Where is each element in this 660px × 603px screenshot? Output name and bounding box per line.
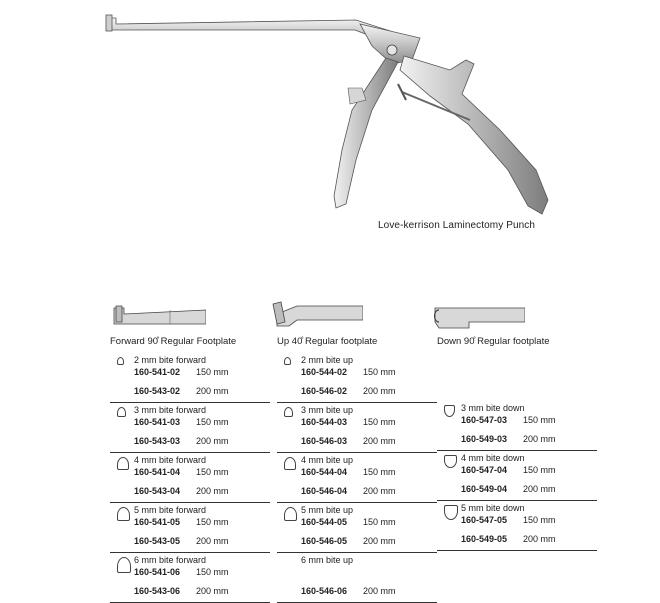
item-code: 160-544-05 <box>301 517 348 527</box>
item-length: 200 mm <box>196 386 229 396</box>
down-items <box>437 401 597 551</box>
item-desc: 4 mm bite up <box>301 455 354 465</box>
item-length: 200 mm <box>196 486 229 496</box>
item-desc: 5 mm bite up <box>301 505 354 515</box>
bite-size-icon <box>444 455 457 468</box>
item-desc: 5 mm bite forward <box>134 505 207 515</box>
item-length: 200 mm <box>363 386 396 396</box>
item-length: 150 mm <box>523 415 556 425</box>
item-length: 150 mm <box>196 517 229 527</box>
bite-size-icon <box>117 507 130 521</box>
item-code: 160-543-02 <box>134 386 181 396</box>
column-header: Down 90̊ Regular footplate <box>437 336 550 347</box>
list-item <box>277 403 437 453</box>
bite-size-icon <box>284 407 293 417</box>
item-length: 150 mm <box>523 465 556 475</box>
item-desc: 4 mm bite forward <box>134 455 207 465</box>
bite-size-icon <box>117 357 124 365</box>
column-header: Forward 90̊ Regular Footplate <box>110 336 237 347</box>
item-length: 150 mm <box>196 467 229 477</box>
item-code: 160-541-06 <box>134 567 181 577</box>
column-header: Up 40̊ Regular footplate <box>277 336 378 347</box>
item-code: 160-543-06 <box>134 586 181 596</box>
list-item <box>277 503 437 553</box>
bite-size-icon <box>117 557 131 573</box>
item-length: 150 mm <box>196 417 229 427</box>
item-length: 150 mm <box>363 517 396 527</box>
item-code: 160-546-04 <box>301 486 348 496</box>
item-code: 160-549-03 <box>461 434 508 444</box>
item-length: 150 mm <box>363 417 396 427</box>
item-code: 160-541-04 <box>134 467 181 477</box>
item-length: 150 mm <box>363 367 396 377</box>
item-length: 200 mm <box>363 536 396 546</box>
item-length: 200 mm <box>196 536 229 546</box>
item-code: 160-546-06 <box>301 586 348 596</box>
down-tip-illustration <box>429 298 525 330</box>
bite-size-icon <box>284 357 291 365</box>
bite-size-icon <box>284 507 297 521</box>
item-code: 160-546-02 <box>301 386 348 396</box>
list-item <box>437 401 597 451</box>
item-desc: 6 mm bite forward <box>134 555 207 565</box>
bite-size-icon <box>284 457 296 470</box>
item-code: 160-541-02 <box>134 367 181 377</box>
list-item <box>110 503 270 553</box>
bite-size-icon <box>444 405 455 417</box>
item-code: 160-541-05 <box>134 517 181 527</box>
item-code: 160-546-03 <box>301 436 348 446</box>
item-desc: 2 mm bite forward <box>134 355 207 365</box>
item-length: 200 mm <box>523 484 556 494</box>
list-item <box>110 453 270 503</box>
item-desc: 3 mm bite up <box>301 405 354 415</box>
list-item <box>277 453 437 503</box>
list-item <box>110 353 270 403</box>
item-length: 200 mm <box>196 586 229 596</box>
item-length: 150 mm <box>523 515 556 525</box>
list-item <box>437 501 597 551</box>
item-desc: 3 mm bite forward <box>134 405 207 415</box>
item-code: 160-547-04 <box>461 465 508 475</box>
item-code: 160-543-04 <box>134 486 181 496</box>
item-length: 200 mm <box>523 434 556 444</box>
list-item <box>110 403 270 453</box>
item-code: 160-547-05 <box>461 515 508 525</box>
forward-items <box>110 353 270 603</box>
up-items <box>277 353 437 603</box>
item-desc: 6 mm bite up <box>301 555 354 565</box>
item-length: 150 mm <box>196 367 229 377</box>
item-desc: 3 mm bite down <box>461 403 525 413</box>
instrument-illustration <box>0 0 660 240</box>
item-length: 200 mm <box>196 436 229 446</box>
item-length: 200 mm <box>363 436 396 446</box>
list-item <box>110 553 270 603</box>
item-length: 150 mm <box>196 567 229 577</box>
item-code: 160-547-03 <box>461 415 508 425</box>
item-length: 150 mm <box>363 467 396 477</box>
item-code: 160-549-05 <box>461 534 508 544</box>
item-code: 160-546-05 <box>301 536 348 546</box>
list-item <box>437 451 597 501</box>
list-item <box>277 353 437 403</box>
item-code: 160-541-03 <box>134 417 181 427</box>
item-code: 160-544-03 <box>301 417 348 427</box>
forward-tip-illustration <box>110 298 206 330</box>
item-length: 200 mm <box>523 534 556 544</box>
item-code: 160-544-02 <box>301 367 348 377</box>
item-desc: 2 mm bite up <box>301 355 354 365</box>
product-title: Love-kerrison Laminectomy Punch <box>378 220 536 231</box>
item-desc: 5 mm bite down <box>461 503 525 513</box>
item-length: 200 mm <box>363 586 396 596</box>
item-code: 160-549-04 <box>461 484 508 494</box>
item-code: 160-543-05 <box>134 536 181 546</box>
item-code: 160-544-04 <box>301 467 348 477</box>
item-length: 200 mm <box>363 486 396 496</box>
item-desc: 4 mm bite down <box>461 453 525 463</box>
bite-size-icon <box>117 407 126 417</box>
list-item <box>277 553 437 603</box>
bite-size-icon <box>117 457 129 470</box>
item-code: 160-543-03 <box>134 436 181 446</box>
up-tip-illustration <box>267 298 363 334</box>
bite-size-icon <box>444 505 458 520</box>
